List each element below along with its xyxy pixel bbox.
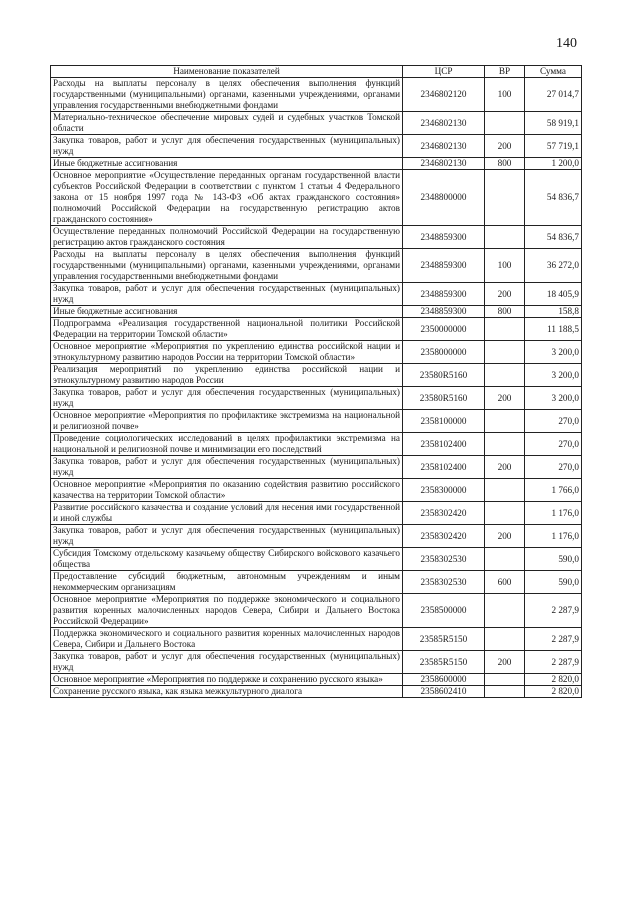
row-sum: 1 766,0	[525, 479, 582, 502]
table-row	[51, 135, 582, 158]
row-csr: 2358302530	[403, 548, 485, 571]
row-sum: 58 919,1	[525, 112, 582, 135]
row-sum: 3 200,0	[525, 341, 582, 364]
header-vr: ВР	[485, 66, 525, 78]
row-name: Закупка товаров, работ и услуг для обеспечения государственных (муниципальных) нужд	[51, 387, 403, 410]
table-row	[51, 651, 582, 674]
row-csr: 23580R5160	[403, 387, 485, 410]
row-sum: 270,0	[525, 456, 582, 479]
row-vr	[485, 628, 525, 651]
row-sum: 2 287,9	[525, 628, 582, 651]
row-name: Осуществление переданных полномочий Российской Федерации на государственную регистрацию актов гражданского состояния	[51, 226, 403, 249]
table-row	[51, 318, 582, 341]
table-row	[51, 594, 582, 628]
table-row	[51, 628, 582, 651]
row-name: Основное мероприятие «Осуществление переданных органам государственной власти субъектов Российской Федерации в соответствии с пунктом 1 статьи 4 Федерального закона от 15 ноября 1997 года № 143-ФЗ «Об актах гражданского состояния» полномочий Российской Федерации на государственную регистрацию актов гражданского состояния»	[51, 170, 403, 226]
row-name: Основное мероприятие «Мероприятия по укреплению единства российской нации и этнокультурному развитию народов России на территории Томской области»	[51, 341, 403, 364]
row-csr: 2358602410	[403, 686, 485, 698]
row-name: Закупка товаров, работ и услуг для обеспечения государственных (муниципальных) нужд	[51, 525, 403, 548]
table-row	[51, 306, 582, 318]
row-name: Расходы на выплаты персоналу в целях обеспечения выполнения функций государственными (муниципальными) органами, казенными учреждениями, органами управления государственными внебюджетными фондами	[51, 249, 403, 283]
row-sum: 1 200,0	[525, 158, 582, 170]
row-csr: 2348800000	[403, 170, 485, 226]
row-vr	[485, 170, 525, 226]
row-vr: 800	[485, 158, 525, 170]
row-sum: 54 836,7	[525, 170, 582, 226]
row-vr: 800	[485, 306, 525, 318]
row-sum: 590,0	[525, 571, 582, 594]
row-sum: 590,0	[525, 548, 582, 571]
row-name: Иные бюджетные ассигнования	[51, 158, 403, 170]
row-csr: 2348859300	[403, 226, 485, 249]
header-csr: ЦСР	[403, 66, 485, 78]
row-sum: 270,0	[525, 433, 582, 456]
row-csr: 23585R5150	[403, 651, 485, 674]
row-name: Субсидия Томскому отдельскому казачьему обществу Сибирского войскового казачьего общества	[51, 548, 403, 571]
row-name: Закупка товаров, работ и услуг для обеспечения государственных (муниципальных) нужд	[51, 456, 403, 479]
row-name: Закупка товаров, работ и услуг для обеспечения государственных (муниципальных) нужд	[51, 283, 403, 306]
row-csr: 23585R5150	[403, 628, 485, 651]
row-vr	[485, 674, 525, 686]
row-vr: 200	[485, 651, 525, 674]
row-vr: 200	[485, 387, 525, 410]
row-vr: 200	[485, 135, 525, 158]
row-sum: 1 176,0	[525, 525, 582, 548]
row-vr	[485, 112, 525, 135]
row-vr: 200	[485, 525, 525, 548]
table-row	[51, 571, 582, 594]
table-row	[51, 525, 582, 548]
row-vr: 100	[485, 249, 525, 283]
row-name: Основное мероприятие «Мероприятия по поддержке экономического и социального развития коренных малочисленных народов Севера, Сибири и Дальнего Востока Российской Федерации»	[51, 594, 403, 628]
row-csr: 2348859300	[403, 306, 485, 318]
row-name: Материально-техническое обеспечение мировых судей и судебных участков Томской области	[51, 112, 403, 135]
row-sum: 54 836,7	[525, 226, 582, 249]
row-vr: 200	[485, 283, 525, 306]
row-sum: 2 820,0	[525, 674, 582, 686]
row-name: Основное мероприятие «Мероприятия по поддержке и сохранению русского языка»	[51, 674, 403, 686]
row-csr: 2358102400	[403, 433, 485, 456]
row-vr	[485, 548, 525, 571]
table-row	[51, 78, 582, 112]
row-csr: 2358302420	[403, 502, 485, 525]
table-row	[51, 283, 582, 306]
row-sum: 18 405,9	[525, 283, 582, 306]
row-vr	[485, 318, 525, 341]
row-name: Подпрограмма «Реализация государственной национальной политики Российской Федерации на территории Томской области»	[51, 318, 403, 341]
table-row	[51, 112, 582, 135]
table-row	[51, 502, 582, 525]
row-name: Развитие российского казачества и создание условий для несения ими государственной и иной службы	[51, 502, 403, 525]
row-sum: 2 287,9	[525, 651, 582, 674]
row-csr: 2350000000	[403, 318, 485, 341]
row-vr	[485, 479, 525, 502]
row-name: Поддержка экономического и социального развития коренных малочисленных народов Севера, Сибири и Дальнего Востока	[51, 628, 403, 651]
row-sum: 2 287,9	[525, 594, 582, 628]
row-csr: 2358302420	[403, 525, 485, 548]
table-row	[51, 364, 582, 387]
row-name: Закупка товаров, работ и услуг для обеспечения государственных (муниципальных) нужд	[51, 651, 403, 674]
row-sum: 2 820,0	[525, 686, 582, 698]
row-name: Основное мероприятие «Мероприятия по профилактике экстремизма на национальной и религиозной почве»	[51, 410, 403, 433]
table-row	[51, 433, 582, 456]
table-row	[51, 158, 582, 170]
row-csr: 2358302530	[403, 571, 485, 594]
table-row	[51, 674, 582, 686]
row-csr: 2358300000	[403, 479, 485, 502]
row-sum: 57 719,1	[525, 135, 582, 158]
row-name: Сохранение русского языка, как языка межкультурного диалога	[51, 686, 403, 698]
row-csr: 2348859300	[403, 249, 485, 283]
row-vr: 100	[485, 78, 525, 112]
row-vr: 600	[485, 571, 525, 594]
row-sum: 27 014,7	[525, 78, 582, 112]
table-row	[51, 226, 582, 249]
table-row	[51, 341, 582, 364]
table-header-row	[51, 66, 582, 78]
row-vr	[485, 686, 525, 698]
row-csr: 2346802130	[403, 112, 485, 135]
row-vr	[485, 433, 525, 456]
row-sum: 3 200,0	[525, 364, 582, 387]
row-vr: 200	[485, 456, 525, 479]
row-csr: 2346802120	[403, 78, 485, 112]
row-vr	[485, 226, 525, 249]
row-name: Проведение социологических исследований в целях профилактики экстремизма на национальной и религиозной почве и минимизации его последствий	[51, 433, 403, 456]
row-csr: 2346802130	[403, 135, 485, 158]
row-sum: 270,0	[525, 410, 582, 433]
row-sum: 3 200,0	[525, 387, 582, 410]
row-name: Иные бюджетные ассигнования	[51, 306, 403, 318]
row-name: Закупка товаров, работ и услуг для обеспечения государственных (муниципальных) нужд	[51, 135, 403, 158]
header-sum: Сумма	[525, 66, 582, 78]
table-row	[51, 686, 582, 698]
row-name: Предоставление субсидий бюджетным, автономным учреждениям и иным некоммерческим организациям	[51, 571, 403, 594]
row-sum: 11 188,5	[525, 318, 582, 341]
row-csr: 23580R5160	[403, 364, 485, 387]
table-row	[51, 548, 582, 571]
row-sum: 158,8	[525, 306, 582, 318]
row-vr	[485, 594, 525, 628]
row-sum: 36 272,0	[525, 249, 582, 283]
row-csr: 2358000000	[403, 341, 485, 364]
table-row	[51, 410, 582, 433]
header-name: Наименование показателей	[51, 66, 403, 78]
row-csr: 2358600000	[403, 674, 485, 686]
row-name: Расходы на выплаты персоналу в целях обеспечения выполнения функций государственными (муниципальными) органами, казенными учреждениями, органами управления государственными внебюджетными фондами	[51, 78, 403, 112]
row-name: Реализация мероприятий по укреплению единства российской нации и этнокультурному развитию народов России	[51, 364, 403, 387]
row-csr: 2348859300	[403, 283, 485, 306]
row-sum: 1 176,0	[525, 502, 582, 525]
table-row	[51, 170, 582, 226]
row-csr: 2346802130	[403, 158, 485, 170]
page-number: 140	[556, 36, 577, 51]
table-row	[51, 249, 582, 283]
table-row	[51, 387, 582, 410]
row-vr	[485, 410, 525, 433]
row-csr: 2358500000	[403, 594, 485, 628]
row-csr: 2358100000	[403, 410, 485, 433]
row-vr	[485, 341, 525, 364]
row-csr: 2358102400	[403, 456, 485, 479]
row-vr	[485, 502, 525, 525]
table-row	[51, 456, 582, 479]
table-row	[51, 479, 582, 502]
row-name: Основное мероприятие «Мероприятия по оказанию содействия развитию российского казачества на территории Томской области»	[51, 479, 403, 502]
budget-table	[50, 65, 582, 698]
row-vr	[485, 364, 525, 387]
